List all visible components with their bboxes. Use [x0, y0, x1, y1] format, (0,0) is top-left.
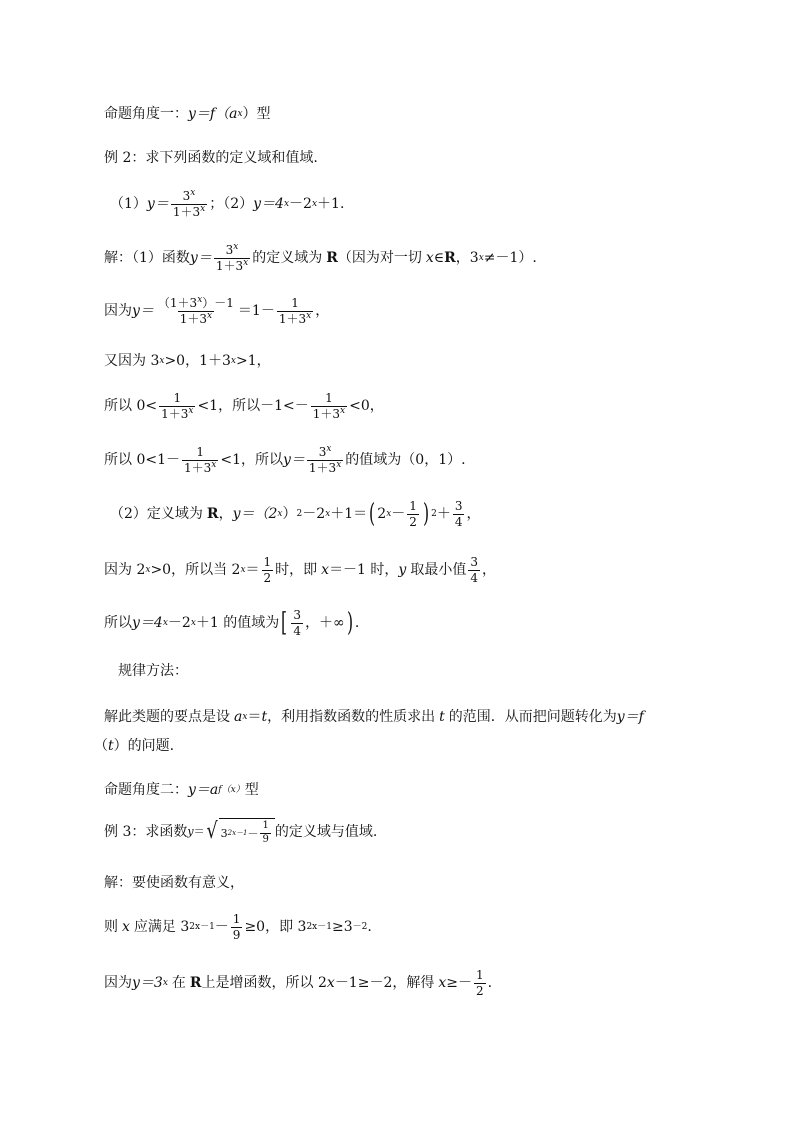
text: －	[247, 826, 259, 840]
text: 解：要使函数有意义，	[104, 875, 244, 891]
solution-1: 解：（1）函数 y＝ $\frac{3^x}{1+3^x}$ 的定义域为 R （因为对一切 x ∈ R ，3 x ≠－1）.	[104, 242, 537, 273]
text: ）	[282, 506, 297, 523]
fraction	[407, 500, 419, 528]
subheading-angle-1: 命题角度一： y＝f（a x ）型	[104, 106, 271, 122]
text: 解：（1）函数	[104, 250, 190, 267]
sup: x	[326, 444, 332, 454]
set-R: R	[326, 250, 338, 267]
text: ，利用指数函数的性质求出	[267, 709, 436, 725]
example-2-text: 例 2：求下列函数的定义域和值域.	[104, 150, 318, 166]
text: ＝	[245, 562, 260, 579]
text: 的值域为（0，1）.	[345, 452, 466, 469]
set-R: R	[189, 975, 202, 992]
frac-num: 1	[173, 391, 182, 405]
text: （因为对一切	[337, 250, 422, 267]
text: ，	[315, 303, 330, 320]
angle-label: 命题角度二：	[104, 782, 188, 798]
fraction	[156, 297, 236, 325]
because-1	[104, 297, 329, 325]
fraction	[171, 190, 207, 218]
right-paren: )	[346, 608, 353, 639]
right-paren: )	[422, 499, 430, 530]
text: 解此类题的要点是设	[104, 709, 230, 725]
text: >1，	[235, 353, 271, 369]
text: t	[439, 709, 445, 725]
condition: 则 x 应满足 3 2x－1 － $\frac{1}{9}$ ≥0，即 3 2x－1 ≥3 －2 .	[104, 912, 372, 942]
set-R: R	[444, 250, 456, 267]
text: y＝4	[132, 615, 163, 632]
frac-den: 2	[263, 570, 272, 585]
because-3: 因为 y＝3 x 在 R 上是增函数，所以 2 x －1≥－2，解得 x ≥－ $\frac{1}{2}$ .	[104, 968, 493, 998]
fraction	[260, 821, 270, 845]
text: ＋1＝	[330, 506, 368, 523]
sup: x	[200, 203, 206, 214]
text: （	[94, 738, 108, 754]
subheading-angle-2: 命题角度二： y＝a f（x） 型	[104, 782, 259, 798]
text: ）的问题.	[113, 738, 175, 754]
frac-num: 1	[476, 968, 484, 982]
text: y＝（2	[232, 506, 278, 523]
frac-num: 3	[225, 243, 234, 257]
frac-num: 1	[291, 296, 299, 310]
text: 3	[220, 826, 228, 840]
text: 在	[171, 975, 186, 992]
item-2-end: ＋1.	[317, 196, 345, 213]
fraction	[159, 392, 195, 420]
frac-num: 1	[196, 445, 204, 459]
frac-num: 1	[325, 391, 333, 405]
fraction	[474, 969, 486, 997]
text: ≠－1）.	[483, 250, 537, 267]
text: 因为 2	[104, 562, 146, 579]
sup: x	[211, 459, 217, 470]
text: －2	[302, 506, 326, 523]
text: ∈	[433, 250, 445, 267]
sup: x	[207, 310, 213, 321]
sup: x	[340, 405, 346, 416]
text: 2	[377, 506, 387, 523]
text: 所以 0<	[104, 398, 158, 415]
because-2: 因为 2 x >0，所以当 2 x ＝ $\frac{1}{2}$ 时，即 x ＝－1 时， y 取最小值 $\frac{3}{4}$ ，	[104, 555, 496, 585]
text: >0，所以当 2	[150, 562, 241, 579]
frac-num: 1	[262, 820, 269, 831]
frac-den: 4	[470, 570, 478, 585]
frac-den: 1＋3	[161, 406, 189, 421]
fraction	[214, 244, 250, 272]
text: .	[354, 615, 360, 632]
frac-den: 9	[232, 927, 241, 942]
frac-den: 2	[409, 514, 417, 529]
text: >0，1＋3	[164, 353, 231, 369]
example-3-title	[104, 818, 377, 845]
fraction	[182, 446, 218, 474]
sup: x	[336, 459, 342, 470]
so-2	[104, 446, 466, 474]
text: 取最小值	[410, 562, 467, 579]
frac-num: 3	[182, 189, 191, 203]
text: y＝	[132, 303, 154, 320]
text: ，	[466, 506, 481, 523]
sup: x	[197, 295, 203, 305]
item-separator: ；（2）	[209, 196, 254, 213]
frac-num: 1	[232, 912, 241, 926]
rule-title-text: 规律方法：	[118, 663, 188, 679]
text: y＝3	[132, 975, 163, 992]
text: <0，	[349, 398, 384, 415]
text: －	[214, 919, 229, 936]
text: ，	[218, 506, 233, 523]
text: 则	[104, 919, 118, 936]
text: t	[108, 738, 114, 754]
text: 又因为 3	[104, 353, 160, 369]
text: ，＋∞	[305, 615, 345, 632]
frac-den: 2	[476, 983, 484, 998]
sup: x	[306, 310, 312, 321]
text: y＝	[283, 452, 305, 469]
item-1-label: （1）	[110, 196, 147, 213]
sqrt-expression	[205, 818, 275, 845]
set-R: R	[206, 506, 219, 523]
text: ，3	[455, 250, 479, 267]
frac-den: 1＋3	[308, 460, 337, 475]
sup: x	[190, 188, 196, 198]
frac-num: 1	[263, 555, 272, 569]
frac-num: （1＋3	[157, 296, 198, 310]
text: 的定义域与值域.	[274, 823, 378, 840]
also-because: 又因为 3 x >0，1＋3 x >1，	[104, 353, 271, 369]
text: 的范围．从而把问题转化为	[448, 709, 617, 725]
angle-expr: y＝f（a	[188, 106, 238, 122]
text: 因为	[104, 975, 132, 992]
fraction	[468, 556, 480, 584]
text: ≥0，即 3	[244, 919, 307, 936]
item-2-expr: y＝4	[253, 196, 284, 213]
text: －	[391, 506, 406, 523]
angle-label: 命题角度一：	[104, 106, 188, 122]
text: ＋1 的值域为	[195, 615, 280, 632]
text: x	[326, 975, 335, 992]
text: （2）定义域为	[110, 506, 203, 523]
example-2-title	[104, 151, 318, 165]
frac-num: 3	[293, 608, 302, 622]
angle-tail: 型	[244, 782, 259, 798]
solution-2: （2）定义域为 R ， y＝（2 x ） 2 －2 x ＋1＝ ( 2 x － $\frac{1}{2}$ ) 2 ＋ $\frac{3}{4}$ ，	[110, 499, 481, 530]
frac-den: 1＋3	[312, 406, 341, 421]
text: ＝	[193, 825, 205, 838]
text: ，	[481, 562, 496, 579]
text: 时，即	[275, 562, 318, 579]
text: a	[234, 709, 243, 725]
fraction	[311, 392, 347, 420]
sup: x	[233, 242, 239, 252]
sup: x	[188, 405, 194, 416]
left-bracket: [	[281, 608, 288, 639]
text: y	[187, 825, 194, 838]
text: y＝f	[616, 709, 644, 725]
rule-text-line-1: 解此类题的要点是设 a x ＝ t ，利用指数函数的性质求出 t 的范围．从而把问题转化为 y＝f	[104, 709, 644, 725]
solution-3	[104, 876, 244, 890]
frac-num: 3	[318, 445, 327, 459]
text: ＝1－	[237, 303, 275, 320]
rule-text-line-2	[94, 739, 174, 753]
text: 因为	[104, 303, 132, 320]
text: －1≥－2，解得	[334, 975, 435, 992]
text: x	[425, 250, 434, 267]
text: 例 3：求函数	[104, 823, 188, 840]
text: ≥－	[446, 975, 472, 992]
frac-den: 1＋3	[215, 258, 244, 273]
text: ＝－1 时，	[329, 562, 399, 579]
text: 应满足 3	[133, 919, 190, 936]
text: ＝	[247, 709, 262, 725]
text: y＝	[189, 250, 212, 267]
text: 所以	[104, 615, 132, 632]
sup: x	[243, 257, 249, 268]
item-2-mid: －2	[289, 196, 312, 213]
frac-den: 1＋3	[278, 311, 307, 326]
text: 上是增函数，所以 2	[201, 975, 327, 992]
text: －2	[167, 615, 191, 632]
text: <1，所以－1<－	[197, 398, 309, 415]
text: t	[261, 709, 268, 725]
fraction	[262, 556, 274, 584]
frac-den: 9	[262, 833, 269, 845]
left-paren: (	[369, 499, 376, 530]
text: y	[398, 562, 407, 579]
radicand: 3 2x－1 － $\frac{1}{9}$	[219, 818, 275, 845]
text: .	[367, 919, 372, 936]
frac-num: 3	[454, 499, 463, 513]
fraction	[231, 913, 243, 941]
frac-den: 4	[293, 623, 302, 638]
frac-num: 1	[409, 499, 417, 513]
frac-num-tail: ）－1	[202, 296, 234, 310]
fraction	[307, 446, 343, 474]
so-1	[104, 392, 384, 420]
text: x	[438, 975, 447, 992]
text: x	[321, 562, 330, 579]
frac-den: 1＋3	[184, 460, 212, 475]
radical-sign: √	[205, 818, 218, 844]
frac-num: 3	[470, 555, 478, 569]
text: <1，所以	[220, 452, 283, 469]
fraction	[291, 609, 303, 637]
frac-den: 1＋3	[179, 311, 208, 326]
text: x	[122, 919, 130, 936]
text: 的定义域为	[252, 250, 323, 267]
text: 所以 0<1－	[104, 452, 180, 469]
example-2-items: （1） y＝ $\frac{3^x}{1+3^x}$ ；（2） y＝4 x －2 x ＋1.	[110, 188, 345, 219]
fraction	[453, 500, 465, 528]
rule-title	[118, 664, 188, 678]
angle-expr: y＝a	[188, 782, 219, 798]
frac-den: 1＋3	[172, 204, 201, 219]
so-3: 所以 y＝4 x －2 x ＋1 的值域为 [ $\frac{3}{4}$ ，＋∞ ) .	[104, 608, 360, 639]
frac-den: 4	[454, 514, 463, 529]
item-1-y: y＝	[146, 196, 169, 213]
text: ≥3	[331, 919, 353, 936]
fraction	[277, 297, 313, 325]
text: .	[487, 975, 493, 992]
text: ＋	[436, 506, 451, 523]
angle-tail: ）型	[242, 106, 271, 122]
